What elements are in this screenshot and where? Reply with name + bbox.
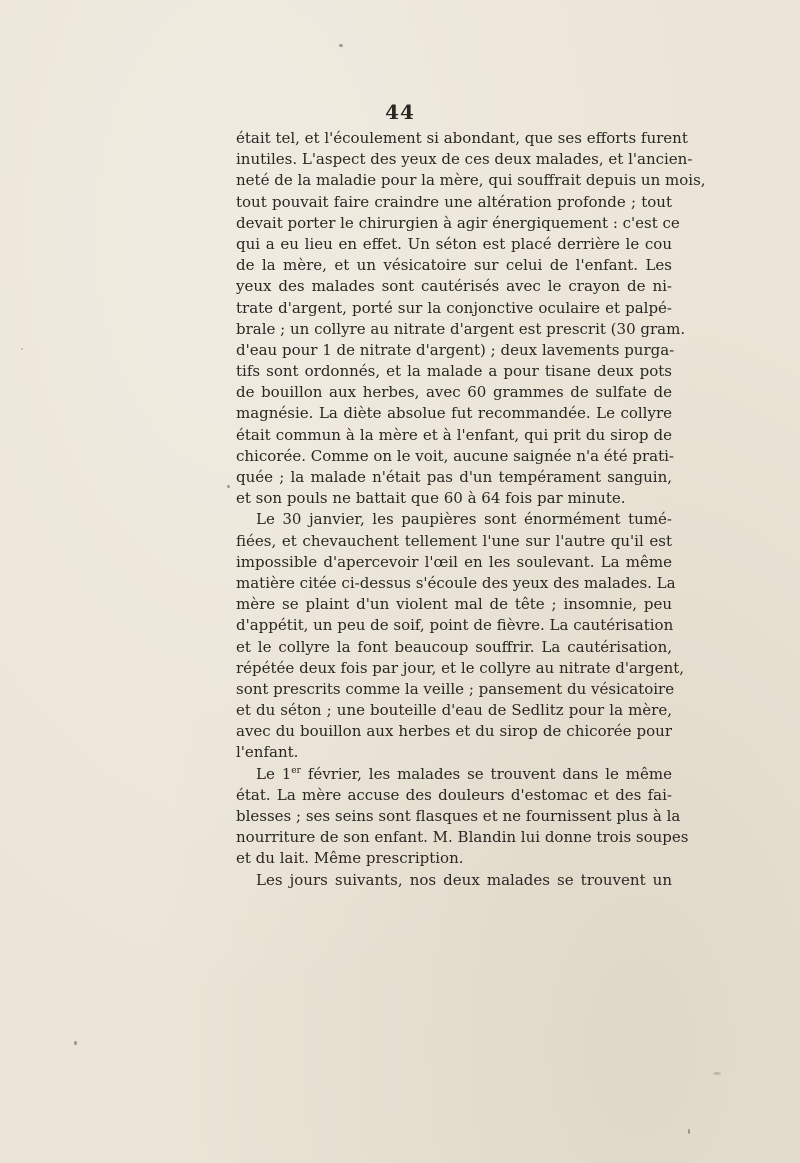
- text-line: devait porter le chirurgien à agir énergiquement : c'est ce: [236, 213, 680, 232]
- text-line: tifs sont ordonnés, et la malade a pour tisane deux pots: [236, 362, 672, 381]
- paper-speck: [227, 485, 230, 488]
- page-number: 44: [385, 100, 415, 124]
- text-line: était tel, et l'écoulement si abondant, que ses efforts furent: [236, 129, 688, 147]
- text-line: était commun à la mère et à l'enfant, qui prit du sirop de: [236, 425, 672, 444]
- paper-speck: [74, 1041, 77, 1045]
- text-line: et son pouls ne battait que 60 à 64 fois par minute.: [236, 489, 626, 508]
- text-line: fiées, et chevauchent tellement l'une sur l'autre qu'il est: [236, 531, 672, 550]
- text-line: quée ; la malade n'était pas d'un tempérament sanguin,: [236, 468, 672, 486]
- text-line: tout pouvait faire craindre une altération profonde ; tout: [236, 192, 672, 211]
- text-line: de bouillon aux herbes, avec 60 grammes de sulfate de: [236, 383, 672, 402]
- text-line: chicorée. Comme on le voit, aucune saignée n'a été prati-: [236, 446, 674, 465]
- text-line: état. La mère accuse des douleurs d'estomac et des fai-: [236, 785, 672, 804]
- text-line: d'appétit, un peu de soif, point de fièvre. La cautérisation: [236, 616, 674, 635]
- text-line: Le 30 janvier, les paupières sont énormément tumé-: [256, 510, 672, 529]
- text-line: sont prescrits comme la veille ; pansement du vésicatoire: [236, 679, 675, 698]
- text-line: et du séton ; une bouteille d'eau de Sedlitz pour la mère,: [236, 701, 672, 720]
- text-line: d'eau pour 1 de nitrate d'argent) ; deux lavements purga-: [236, 340, 675, 359]
- text-line: l'enfant.: [236, 743, 299, 762]
- text-line: avec du bouillon aux herbes et du sirop de chicorée pour: [236, 722, 672, 741]
- paper-speck: [339, 44, 343, 47]
- superscript: er: [291, 765, 301, 776]
- text-line: inutiles. L'aspect des yeux de ces deux malades, et l'ancien-: [236, 150, 693, 169]
- text-line: neté de la maladie pour la mère, qui souffrait depuis un mois,: [236, 171, 706, 190]
- text-line-prefix: Le 1: [256, 764, 292, 783]
- text-line: de la mère, et un vésicatoire sur celui de l'enfant. Les: [236, 256, 672, 275]
- text-line: [236, 764, 672, 785]
- text-line: et le collyre la font beaucoup souffrir. La cautérisation,: [236, 637, 672, 656]
- text-line: blesses ; ses seins sont flasques et ne fournissent plus à la: [236, 807, 681, 825]
- text-line-rest: février, les malades se trouvent dans le même: [300, 764, 672, 783]
- text-line: qui a eu lieu en effet. Un séton est placé derrière le cou: [236, 234, 672, 253]
- text-line: magnésie. La diète absolue fut recommandée. Le collyre: [236, 404, 672, 423]
- paper-speck: [21, 348, 23, 350]
- text-line: impossible d'apercevoir l'œil en les soulevant. La même: [236, 552, 672, 571]
- text-line: yeux des malades sont cautérisés avec le crayon de ni-: [236, 277, 672, 296]
- text-line: répétée deux fois par jour, et le collyre au nitrate d'argent,: [236, 658, 685, 677]
- text-line: et du lait. Même prescription.: [236, 849, 464, 868]
- paper-speck: [713, 1072, 721, 1075]
- paper-speck: [688, 1129, 690, 1134]
- text-line: nourriture de son enfant. M. Blandin lui donne trois soupes: [236, 828, 689, 847]
- text-line: brale ; un collyre au nitrate d'argent est prescrit (30 gram.: [236, 319, 686, 338]
- body-text: [236, 128, 706, 891]
- text-line: Les jours suivants, nos deux malades se trouvent un: [256, 870, 672, 889]
- text-line: mère se plaint d'un violent mal de tête ; insomnie, peu: [236, 595, 672, 614]
- text-line: trate d'argent, porté sur la conjonctive oculaire et palpé-: [236, 298, 672, 317]
- text-line: matière citée ci-dessus s'écoule des yeux des malades. La: [236, 573, 676, 592]
